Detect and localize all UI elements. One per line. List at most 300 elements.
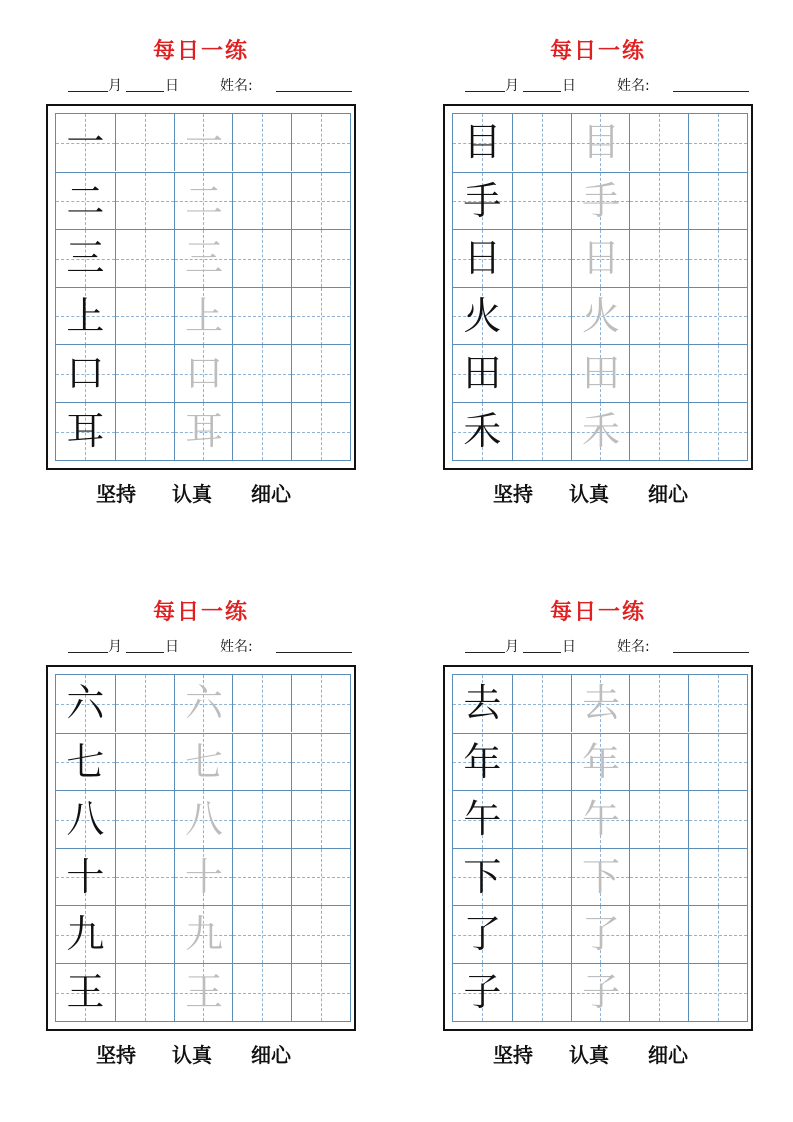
grid-row [56, 344, 350, 402]
writing-cell[interactable] [512, 345, 571, 402]
guide-dash-horizontal [513, 259, 571, 260]
model-character: 手 [463, 178, 502, 223]
practice-sheet [443, 0, 753, 506]
guide-dash-horizontal [689, 762, 747, 763]
guide-dash-horizontal [630, 762, 688, 763]
writing-cell[interactable] [291, 849, 350, 906]
writing-cell[interactable] [232, 734, 291, 791]
guide-dash-horizontal [233, 935, 291, 936]
month-blank[interactable] [68, 91, 108, 92]
trace-character: 上 [184, 293, 223, 338]
writing-cell[interactable] [115, 173, 174, 230]
writing-cell[interactable] [688, 906, 747, 963]
writing-cell[interactable] [512, 114, 571, 171]
guide-dash-horizontal [689, 143, 747, 144]
sheet-title: 每日一练 [152, 599, 249, 625]
grid-row [56, 848, 350, 906]
name-label: 姓名: [220, 639, 253, 655]
writing-cell[interactable] [512, 675, 571, 732]
guide-dash-horizontal [292, 820, 350, 821]
guide-dash-horizontal [513, 432, 571, 433]
motto-line [443, 1039, 753, 1065]
trace-character: 口 [184, 351, 223, 396]
grid-row [453, 114, 747, 171]
guide-dash-horizontal [630, 201, 688, 202]
name-blank[interactable] [276, 91, 352, 92]
model-character: 禾 [463, 409, 502, 453]
guide-dash-horizontal [513, 820, 571, 821]
trace-character: 火 [581, 293, 620, 338]
grid-row [56, 229, 350, 287]
writing-cell[interactable] [291, 230, 350, 287]
trace-cell[interactable] [174, 964, 233, 1021]
sheet-title: 每日一练 [152, 38, 249, 64]
writing-cell[interactable] [115, 906, 174, 963]
guide-dash-horizontal [233, 993, 291, 994]
writing-cell[interactable] [232, 791, 291, 848]
writing-cell[interactable] [688, 403, 747, 460]
trace-character: 午 [581, 797, 620, 842]
writing-cell[interactable] [115, 849, 174, 906]
model-character: 目 [463, 120, 502, 164]
guide-dash-horizontal [233, 432, 291, 433]
model-cell [453, 964, 512, 1021]
model-character: 下 [463, 854, 502, 899]
trace-character: 田 [581, 351, 620, 396]
trace-character: 目 [581, 120, 620, 164]
writing-cell[interactable] [629, 675, 688, 732]
model-cell [56, 675, 115, 732]
writing-cell[interactable] [291, 734, 350, 791]
guide-dash-horizontal [292, 143, 350, 144]
model-cell [453, 675, 512, 732]
guide-dash-horizontal [689, 259, 747, 260]
name-blank[interactable] [673, 91, 749, 92]
trace-cell[interactable] [174, 734, 233, 791]
model-cell [453, 345, 512, 402]
model-character: 九 [66, 912, 105, 957]
model-character: 日 [463, 236, 502, 281]
guide-dash-horizontal [689, 374, 747, 375]
grid-row [56, 733, 350, 791]
model-character: 了 [463, 912, 502, 957]
guide-dash-horizontal [233, 316, 291, 317]
grid-row [453, 905, 747, 963]
writing-cell[interactable] [291, 403, 350, 460]
sheet-title: 每日一练 [549, 599, 646, 625]
model-cell [56, 849, 115, 906]
writing-cell[interactable] [512, 964, 571, 1021]
guide-dash-horizontal [233, 877, 291, 878]
grid-row [56, 287, 350, 345]
guide-dash-horizontal [116, 935, 174, 936]
trace-character: 三 [184, 236, 223, 281]
writing-cell[interactable] [688, 791, 747, 848]
model-cell [56, 345, 115, 402]
month-blank[interactable] [465, 652, 505, 653]
writing-cell[interactable] [291, 288, 350, 345]
name-label: 姓名: [617, 639, 650, 655]
guide-dash-horizontal [689, 935, 747, 936]
month-label: 月 [108, 639, 122, 655]
writing-cell[interactable] [291, 114, 350, 171]
model-cell [56, 288, 115, 345]
motto-word: 细心 [251, 1043, 291, 1067]
model-cell [453, 230, 512, 287]
trace-character: 九 [184, 912, 223, 957]
writing-cell[interactable] [115, 288, 174, 345]
sheet-title: 每日一练 [549, 38, 646, 64]
model-character: 耳 [66, 409, 105, 453]
practice-sheet [46, 0, 356, 506]
motto-line [443, 478, 753, 504]
guide-dash-horizontal [630, 935, 688, 936]
writing-cell[interactable] [115, 964, 174, 1021]
trace-cell[interactable] [571, 791, 630, 848]
writing-cell[interactable] [291, 345, 350, 402]
motto-line [46, 478, 356, 504]
writing-cell[interactable] [291, 791, 350, 848]
guide-dash-horizontal [116, 201, 174, 202]
guide-dash-horizontal [513, 374, 571, 375]
model-character: 火 [463, 293, 502, 338]
guide-dash-horizontal [292, 935, 350, 936]
writing-cell[interactable] [629, 288, 688, 345]
guide-dash-horizontal [233, 143, 291, 144]
grid-row [453, 733, 747, 791]
guide-dash-horizontal [513, 201, 571, 202]
trace-cell[interactable] [571, 173, 630, 230]
grid-row [56, 675, 350, 732]
model-character: 王 [66, 970, 105, 1014]
motto-word: 细心 [648, 482, 688, 506]
trace-character: 二 [184, 178, 223, 223]
trace-cell[interactable] [174, 114, 233, 171]
grid-row [453, 287, 747, 345]
date-name-line [443, 636, 753, 656]
writing-cell[interactable] [688, 114, 747, 171]
grid-row [56, 114, 350, 171]
guide-dash-horizontal [630, 259, 688, 260]
guide-dash-horizontal [630, 143, 688, 144]
grid-row [453, 790, 747, 848]
writing-cell[interactable] [115, 675, 174, 732]
trace-cell[interactable] [571, 849, 630, 906]
trace-cell[interactable] [174, 849, 233, 906]
writing-cell[interactable] [512, 734, 571, 791]
writing-cell[interactable] [232, 964, 291, 1021]
guide-dash-horizontal [116, 259, 174, 260]
trace-cell[interactable] [571, 906, 630, 963]
writing-cell[interactable] [512, 849, 571, 906]
guide-dash-horizontal [630, 993, 688, 994]
model-cell [56, 173, 115, 230]
writing-cell[interactable] [232, 345, 291, 402]
trace-cell[interactable] [571, 230, 630, 287]
day-blank[interactable] [126, 652, 164, 653]
name-label: 姓名: [617, 78, 650, 94]
writing-cell[interactable] [629, 114, 688, 171]
guide-dash-horizontal [116, 993, 174, 994]
writing-cell[interactable] [232, 288, 291, 345]
tianzige-grid [452, 674, 748, 1022]
motto-word: 坚持 [96, 1043, 136, 1067]
model-cell [56, 964, 115, 1021]
model-cell [56, 403, 115, 460]
writing-cell[interactable] [512, 173, 571, 230]
writing-cell[interactable] [512, 288, 571, 345]
guide-dash-horizontal [630, 877, 688, 878]
motto-word: 认真 [569, 1043, 609, 1067]
name-blank[interactable] [276, 652, 352, 653]
day-label: 日 [562, 78, 576, 94]
trace-character: 了 [581, 912, 620, 957]
writing-cell[interactable] [629, 403, 688, 460]
writing-cell[interactable] [512, 230, 571, 287]
writing-box [443, 104, 753, 470]
guide-dash-horizontal [233, 762, 291, 763]
model-character: 一 [66, 120, 105, 164]
trace-character: 七 [184, 739, 223, 784]
trace-cell[interactable] [571, 345, 630, 402]
model-character: 口 [66, 351, 105, 396]
date-name-line [443, 75, 753, 95]
writing-cell[interactable] [291, 964, 350, 1021]
trace-character: 八 [184, 797, 223, 842]
grid-row [453, 344, 747, 402]
writing-cell[interactable] [629, 849, 688, 906]
month-blank[interactable] [465, 91, 505, 92]
trace-cell[interactable] [174, 791, 233, 848]
trace-cell[interactable] [174, 345, 233, 402]
grid-row [453, 402, 747, 460]
guide-dash-horizontal [689, 877, 747, 878]
model-character: 子 [463, 970, 502, 1014]
trace-character: 去 [581, 681, 620, 725]
trace-character: 六 [184, 681, 223, 725]
grid-row [453, 848, 747, 906]
guide-dash-horizontal [689, 432, 747, 433]
guide-dash-horizontal [630, 432, 688, 433]
guide-dash-horizontal [116, 432, 174, 433]
writing-cell[interactable] [688, 964, 747, 1021]
day-label: 日 [562, 639, 576, 655]
writing-cell[interactable] [629, 173, 688, 230]
guide-dash-horizontal [292, 316, 350, 317]
writing-cell[interactable] [629, 345, 688, 402]
guide-dash-horizontal [513, 316, 571, 317]
trace-cell[interactable] [571, 403, 630, 460]
guide-dash-horizontal [292, 704, 350, 705]
trace-character: 年 [581, 739, 620, 784]
grid-row [56, 905, 350, 963]
writing-cell[interactable] [291, 906, 350, 963]
writing-cell[interactable] [512, 906, 571, 963]
guide-dash-horizontal [292, 201, 350, 202]
trace-cell[interactable] [571, 964, 630, 1021]
writing-cell[interactable] [232, 675, 291, 732]
guide-dash-horizontal [292, 374, 350, 375]
model-character: 田 [463, 351, 502, 396]
grid-row [453, 229, 747, 287]
model-cell [453, 791, 512, 848]
month-label: 月 [505, 78, 519, 94]
model-cell [453, 849, 512, 906]
guide-dash-horizontal [292, 432, 350, 433]
writing-cell[interactable] [629, 230, 688, 287]
writing-cell[interactable] [115, 114, 174, 171]
writing-cell[interactable] [115, 345, 174, 402]
guide-dash-horizontal [233, 374, 291, 375]
trace-character: 十 [184, 854, 223, 899]
writing-cell[interactable] [688, 345, 747, 402]
guide-dash-horizontal [292, 993, 350, 994]
guide-dash-horizontal [513, 935, 571, 936]
motto-word: 坚持 [493, 482, 533, 506]
writing-box [46, 665, 356, 1031]
month-blank[interactable] [68, 652, 108, 653]
motto-word: 坚持 [96, 482, 136, 506]
model-cell [453, 288, 512, 345]
trace-character: 一 [184, 120, 223, 164]
trace-character: 手 [581, 178, 620, 223]
model-character: 八 [66, 797, 105, 842]
writing-box [443, 665, 753, 1031]
motto-word: 坚持 [493, 1043, 533, 1067]
writing-cell[interactable] [688, 230, 747, 287]
trace-cell[interactable] [571, 734, 630, 791]
motto-word: 细心 [648, 1043, 688, 1067]
writing-cell[interactable] [291, 173, 350, 230]
model-cell [56, 114, 115, 171]
model-cell [56, 906, 115, 963]
date-name-line [46, 636, 356, 656]
writing-cell[interactable] [688, 734, 747, 791]
practice-sheet [443, 561, 753, 1067]
writing-cell[interactable] [115, 734, 174, 791]
guide-dash-horizontal [116, 877, 174, 878]
trace-character: 日 [581, 236, 620, 281]
guide-dash-horizontal [689, 316, 747, 317]
guide-dash-horizontal [513, 143, 571, 144]
trace-cell[interactable] [174, 906, 233, 963]
guide-dash-horizontal [233, 704, 291, 705]
writing-cell[interactable] [232, 230, 291, 287]
tianzige-grid [55, 674, 351, 1022]
trace-cell[interactable] [174, 403, 233, 460]
trace-character: 子 [581, 970, 620, 1014]
writing-cell[interactable] [232, 114, 291, 171]
model-character: 上 [66, 293, 105, 338]
writing-cell[interactable] [115, 403, 174, 460]
guide-dash-horizontal [116, 316, 174, 317]
grid-row [56, 963, 350, 1021]
model-cell [56, 734, 115, 791]
day-blank[interactable] [523, 91, 561, 92]
guide-dash-horizontal [116, 143, 174, 144]
trace-cell[interactable] [174, 230, 233, 287]
writing-cell[interactable] [688, 675, 747, 732]
day-blank[interactable] [126, 91, 164, 92]
guide-dash-horizontal [513, 762, 571, 763]
guide-dash-horizontal [630, 374, 688, 375]
writing-cell[interactable] [512, 791, 571, 848]
model-cell [453, 403, 512, 460]
trace-cell[interactable] [571, 114, 630, 171]
writing-cell[interactable] [512, 403, 571, 460]
date-name-line [46, 75, 356, 95]
model-character: 六 [66, 681, 105, 725]
guide-dash-horizontal [292, 877, 350, 878]
writing-cell[interactable] [629, 734, 688, 791]
guide-dash-horizontal [513, 993, 571, 994]
model-cell [453, 114, 512, 171]
model-character: 年 [463, 739, 502, 784]
name-blank[interactable] [673, 652, 749, 653]
trace-cell[interactable] [174, 675, 233, 732]
writing-cell[interactable] [115, 230, 174, 287]
writing-cell[interactable] [629, 964, 688, 1021]
writing-cell[interactable] [688, 288, 747, 345]
motto-word: 细心 [251, 482, 291, 506]
writing-box [46, 104, 356, 470]
model-cell [453, 906, 512, 963]
trace-cell[interactable] [571, 288, 630, 345]
guide-dash-horizontal [513, 704, 571, 705]
trace-cell[interactable] [571, 675, 630, 732]
writing-cell[interactable] [232, 906, 291, 963]
guide-dash-horizontal [116, 704, 174, 705]
trace-character: 禾 [581, 409, 620, 453]
model-cell [56, 230, 115, 287]
model-character: 十 [66, 854, 105, 899]
trace-cell[interactable] [174, 173, 233, 230]
motto-word: 认真 [172, 1043, 212, 1067]
month-label: 月 [505, 639, 519, 655]
motto-line [46, 1039, 356, 1065]
writing-cell[interactable] [232, 849, 291, 906]
tianzige-grid [452, 113, 748, 461]
month-label: 月 [108, 78, 122, 94]
writing-cell[interactable] [232, 403, 291, 460]
grid-row [453, 172, 747, 230]
day-blank[interactable] [523, 652, 561, 653]
guide-dash-horizontal [689, 704, 747, 705]
writing-cell[interactable] [688, 849, 747, 906]
guide-dash-horizontal [116, 374, 174, 375]
guide-dash-horizontal [233, 201, 291, 202]
guide-dash-horizontal [630, 316, 688, 317]
writing-cell[interactable] [688, 173, 747, 230]
guide-dash-horizontal [233, 259, 291, 260]
motto-word: 认真 [569, 482, 609, 506]
writing-cell[interactable] [629, 791, 688, 848]
trace-character: 王 [184, 970, 223, 1014]
writing-cell[interactable] [629, 906, 688, 963]
model-cell [453, 734, 512, 791]
model-character: 去 [463, 681, 502, 725]
model-character: 七 [66, 739, 105, 784]
trace-cell[interactable] [174, 288, 233, 345]
guide-dash-horizontal [630, 820, 688, 821]
writing-cell[interactable] [232, 173, 291, 230]
writing-cell[interactable] [291, 675, 350, 732]
guide-dash-horizontal [292, 762, 350, 763]
trace-character: 耳 [184, 409, 223, 453]
guide-dash-horizontal [689, 201, 747, 202]
grid-row [56, 790, 350, 848]
writing-cell[interactable] [115, 791, 174, 848]
